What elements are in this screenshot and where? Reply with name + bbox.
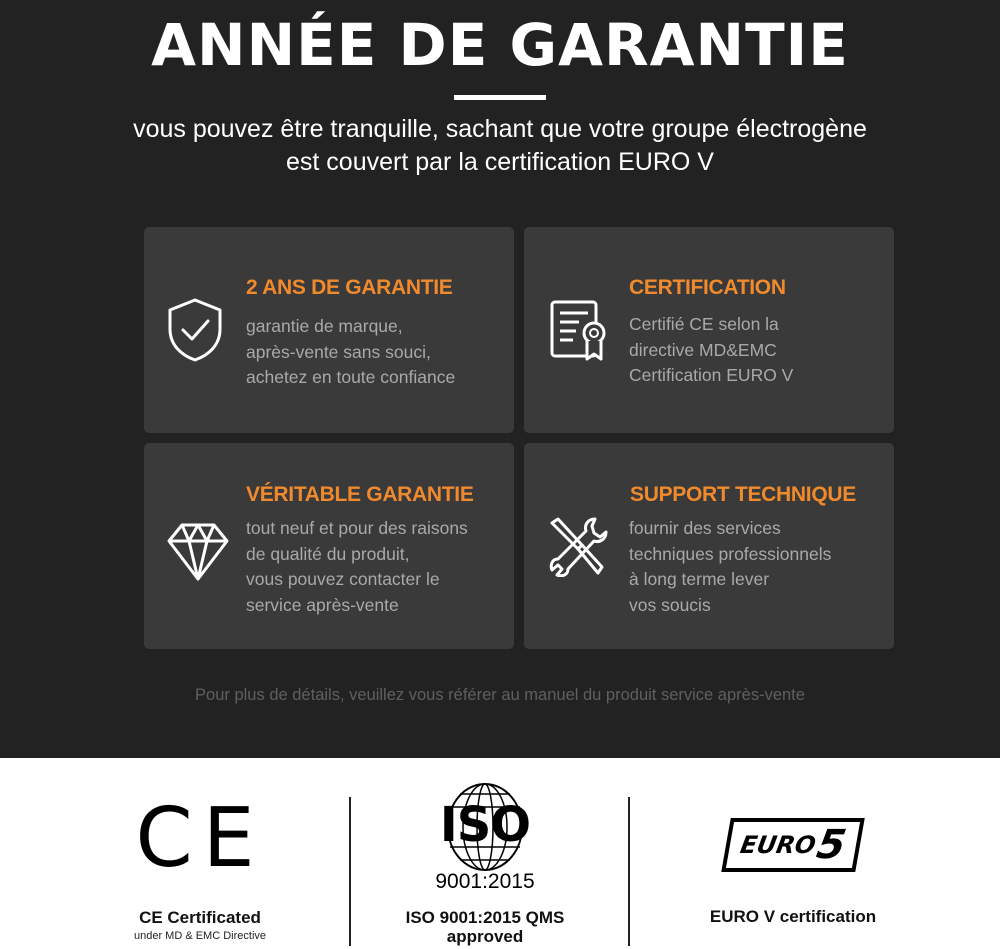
card-line: service après-vente: [246, 594, 399, 615]
diamond-icon: [166, 521, 230, 583]
subtitle-line-2: est couvert par la certification EURO V: [286, 148, 714, 176]
card-line: après-vente sans souci,: [246, 341, 431, 362]
shield-check-icon: [166, 297, 224, 363]
footnote: Pour plus de détails, veuillez vous référer au manuel du produit service après-vente: [195, 686, 805, 704]
tools-icon: [548, 515, 610, 577]
card-line: Certifié CE selon la: [629, 314, 779, 334]
cert-iso: [380, 776, 590, 946]
euro5-logo-number: 5: [813, 822, 850, 868]
divider: [628, 797, 630, 946]
card-title: CERTIFICATION: [629, 276, 786, 299]
card-line: tout neuf et pour des raisons: [246, 518, 468, 538]
card-text: [246, 314, 455, 391]
card-line: vos soucis: [629, 594, 711, 615]
card-genuine-warranty: [144, 443, 514, 649]
card-line: directive MD&EMC: [629, 339, 777, 360]
card-technical-support: [524, 443, 894, 649]
card-title: 2 ANS DE GARANTIE: [246, 276, 453, 299]
title-underline: [454, 95, 546, 100]
card-text: [629, 312, 793, 389]
card-text: [629, 516, 831, 618]
card-title: SUPPORT TECHNIQUE: [630, 483, 856, 506]
subtitle-line-1: vous pouvez être tranquille, sachant que votre groupe électrogène: [133, 115, 867, 143]
euro5-logo-text: EURO: [738, 831, 818, 859]
card-title: VÉRITABLE GARANTIE: [246, 483, 474, 506]
card-line: techniques professionnels: [629, 543, 832, 564]
cert-title-line-1: ISO 9001:2015 QMS: [405, 908, 565, 927]
cert-ce: [90, 776, 310, 946]
iso-logo-number: 9001:2015: [435, 870, 535, 893]
card-line: achetez en toute confiance: [246, 367, 456, 387]
cert-subtitle: under MD & EMC Directive: [133, 930, 267, 942]
card-line: vous pouvez contacter le: [246, 569, 440, 589]
cert-title: CE Certificated: [139, 908, 261, 927]
euro5-logo: [721, 818, 865, 872]
cert-title: EURO V certification: [709, 907, 877, 926]
divider: [349, 797, 351, 946]
cert-euro5: [680, 776, 906, 946]
card-line: de qualité du produit,: [246, 543, 410, 564]
card-warranty: [144, 227, 514, 433]
card-line: Certification EURO V: [629, 365, 794, 385]
card-line: fournir des services: [629, 518, 781, 538]
iso-logo-text: ISO: [439, 797, 531, 853]
card-certification: [524, 227, 894, 433]
card-line: garantie de marque,: [246, 316, 403, 336]
card-line: à long terme lever: [629, 569, 770, 589]
card-text: [246, 516, 468, 618]
ce-logo: CE: [135, 791, 265, 886]
subtitle: [60, 113, 940, 179]
cert-title-line-2: approved: [446, 927, 524, 946]
certificate-icon: [549, 299, 609, 363]
page-title: ANNÉE DE GARANTIE: [151, 11, 849, 79]
